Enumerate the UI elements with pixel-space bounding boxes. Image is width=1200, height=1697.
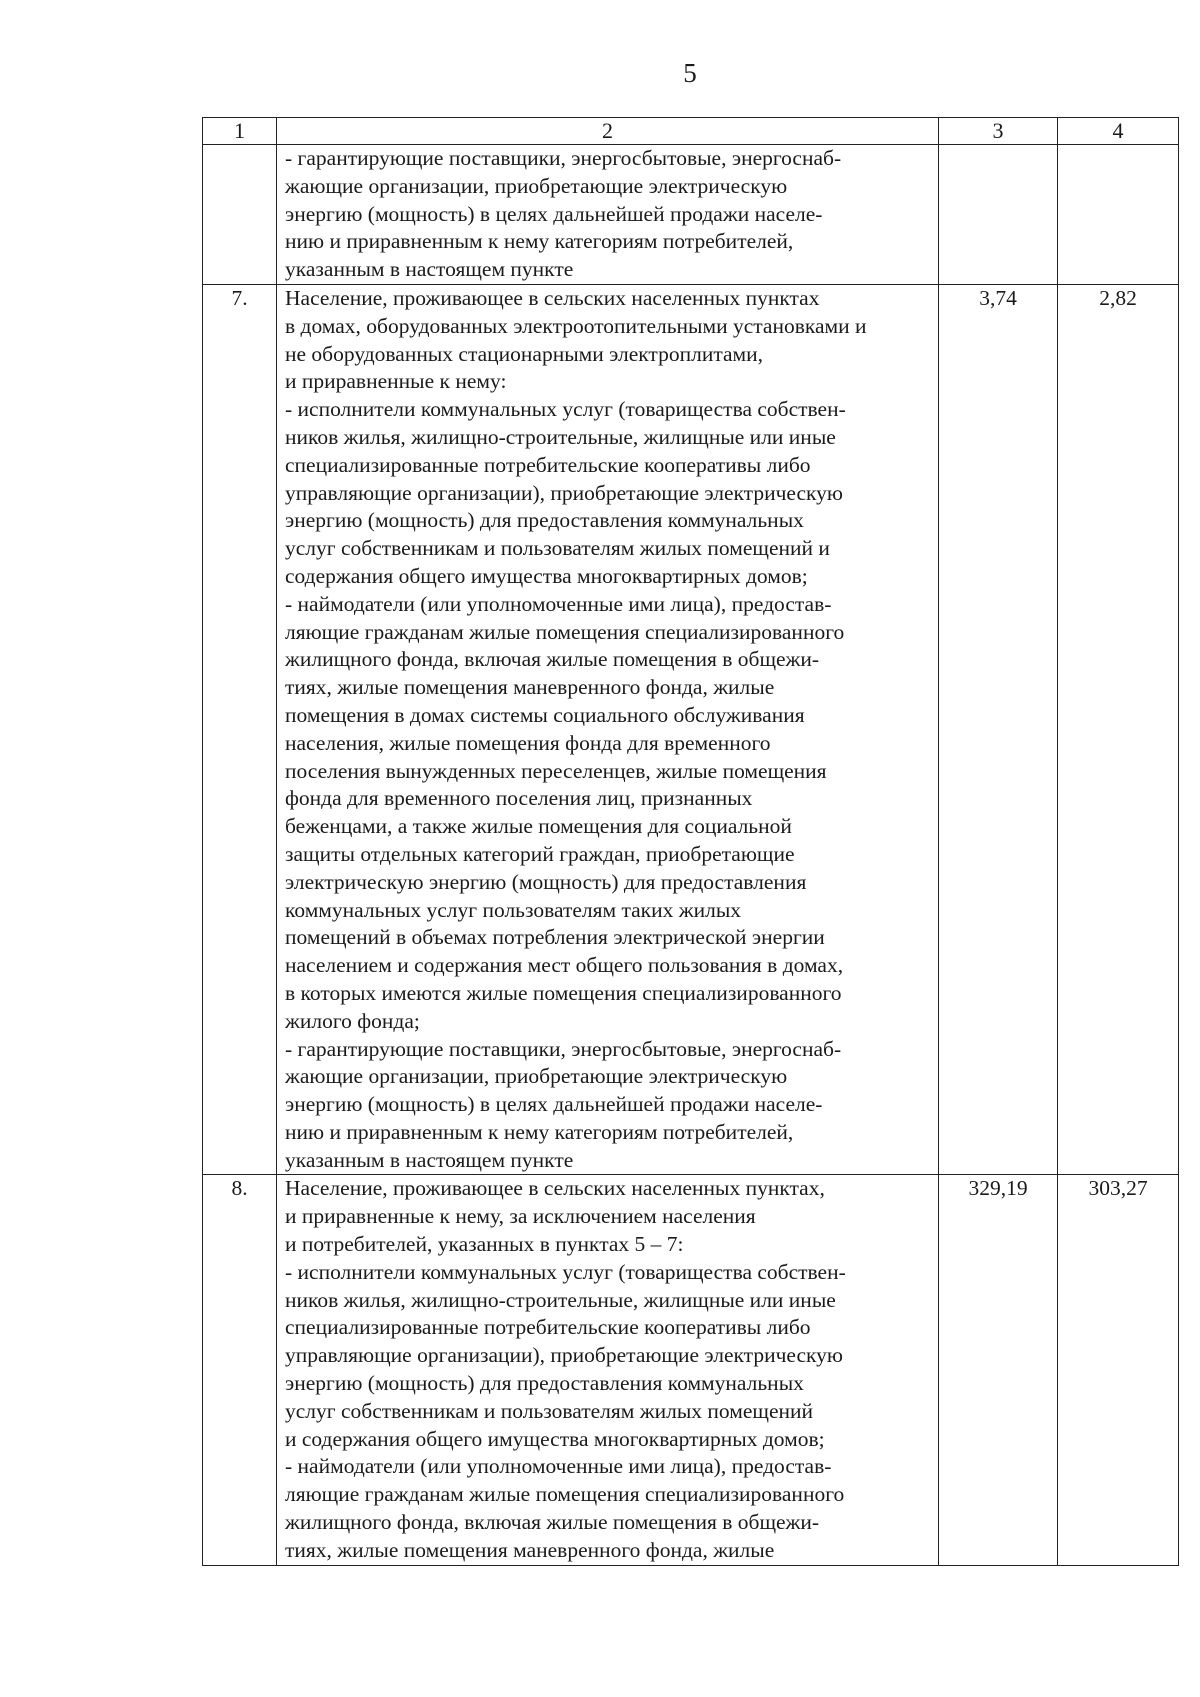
text-line: энергию (мощность) в целях дальнейшей продажи населе-: [285, 201, 823, 226]
text-line: нию и приравненным к нему категориям потребителей,: [285, 229, 794, 254]
text-line: и потребителей, указанных в пунктах 5 – 7:: [285, 1232, 684, 1257]
text-line: защиты отдельных категорий граждан, приобретающие: [285, 841, 795, 866]
tariff-value-col4: [1058, 145, 1179, 285]
tariff-value-col4: 303,27: [1058, 1175, 1179, 1565]
text-line: услуг собственникам и пользователям жилых помещений: [285, 1398, 814, 1423]
row-number-cell: [203, 145, 277, 285]
text-line: - исполнители коммунальных услуг (товарищества собствен-: [285, 397, 846, 422]
table-row: [203, 1175, 1179, 1565]
text-line: - исполнители коммунальных услуг (товарищества собствен-: [285, 1259, 846, 1284]
column-header-3: 3: [939, 118, 1058, 145]
tariff-value-col3: 3,74: [939, 284, 1058, 1175]
text-line: энергию (мощность) в целях дальнейшей продажи населе-: [285, 1092, 823, 1117]
text-line: ляющие гражданам жилые помещения специализированного: [285, 619, 845, 644]
text-line: жилищного фонда, включая жилые помещения в общежи-: [285, 1510, 820, 1535]
tariff-table: [202, 117, 1179, 1566]
consumer-category-cell: [277, 284, 939, 1175]
text-line: ляющие гражданам жилые помещения специализированного: [285, 1482, 845, 1507]
text-line: энергию (мощность) для предоставления коммунальных: [285, 508, 804, 533]
row-number-cell: 7.: [203, 284, 277, 1175]
text-line: управляющие организации), приобретающие электрическую: [285, 480, 843, 505]
text-line: Население, проживающее в сельских населенных пунктах: [285, 285, 820, 310]
text-line: помещения в домах системы социального обслуживания: [285, 702, 805, 727]
text-line: помещений в объемах потребления электрической энергии: [285, 925, 825, 950]
text-line: указанным в настоящем пункте: [285, 1147, 574, 1172]
tariff-value-col4: 2,82: [1058, 284, 1179, 1175]
column-header-4: 4: [1058, 118, 1179, 145]
text-line: не оборудованных стационарными электроплитами,: [285, 341, 764, 366]
text-line: - наймодатели (или уполномоченные ими лица), предостав-: [285, 1454, 832, 1479]
text-line: в домах, оборудованных электроотопительными установками и: [285, 313, 867, 338]
text-line: жающие организации, приобретающие электрическую: [285, 173, 788, 198]
text-line: и приравненные к нему:: [285, 369, 507, 394]
text-line: электрическую энергию (мощность) для предоставления: [285, 869, 807, 894]
text-line: населением и содержания мест общего пользования в домах,: [285, 953, 844, 978]
text-line: поселения вынужденных переселенцев, жилые помещения: [285, 758, 827, 783]
text-line: указанным в настоящем пункте: [285, 257, 574, 282]
column-header-2: 2: [277, 118, 939, 145]
text-line: тиях, жилые помещения маневренного фонда, жилые: [285, 675, 775, 700]
text-line: специализированные потребительские кооперативы либо: [285, 1315, 811, 1340]
consumer-category-cell: [277, 145, 939, 285]
tariff-value-col3: [939, 145, 1058, 285]
text-line: жающие организации, приобретающие электрическую: [285, 1064, 788, 1089]
text-line: Население, проживающее в сельских населенных пунктах,: [285, 1176, 825, 1201]
text-line: специализированные потребительские кооперативы либо: [285, 452, 811, 477]
text-line: и содержания общего имущества многоквартирных домов;: [285, 1426, 825, 1451]
text-line: беженцами, а также жилые помещения для социальной: [285, 814, 792, 839]
text-line: услуг собственникам и пользователям жилых помещений и: [285, 536, 830, 561]
text-line: населения, жилые помещения фонда для временного: [285, 730, 771, 755]
tariff-value-col3: 329,19: [939, 1175, 1058, 1565]
text-line: содержания общего имущества многоквартирных домов;: [285, 563, 808, 588]
text-line: ников жилья, жилищно-строительные, жилищные или иные: [285, 424, 836, 449]
table-row: [203, 145, 1179, 285]
text-line: энергию (мощность) для предоставления коммунальных: [285, 1371, 804, 1396]
text-line: управляющие организации), приобретающие электрическую: [285, 1343, 843, 1368]
table-header-row: [203, 118, 1179, 145]
page-number: 5: [683, 58, 697, 88]
text-line: - гарантирующие поставщики, энергосбытовые, энергоснаб-: [285, 1036, 842, 1061]
table-row: [203, 284, 1179, 1175]
text-line: и приравненные к нему, за исключением населения: [285, 1204, 756, 1229]
text-line: тиях, жилые помещения маневренного фонда, жилые: [285, 1537, 775, 1562]
column-header-1: 1: [203, 118, 277, 145]
row-number-cell: 8.: [203, 1175, 277, 1565]
text-line: жилищного фонда, включая жилые помещения в общежи-: [285, 647, 820, 672]
text-line: в которых имеются жилые помещения специализированного: [285, 980, 842, 1005]
text-line: жилого фонда;: [285, 1008, 420, 1033]
text-line: нию и приравненным к нему категориям потребителей,: [285, 1119, 794, 1144]
text-line: ников жилья, жилищно-строительные, жилищные или иные: [285, 1287, 836, 1312]
text-line: коммунальных услуг пользователям таких жилых: [285, 897, 742, 922]
consumer-category-cell: [277, 1175, 939, 1565]
text-line: - наймодатели (или уполномоченные ими лица), предостав-: [285, 591, 832, 616]
text-line: - гарантирующие поставщики, энергосбытовые, энергоснаб-: [285, 146, 842, 170]
text-line: фонда для временного поселения лиц, признанных: [285, 786, 753, 811]
